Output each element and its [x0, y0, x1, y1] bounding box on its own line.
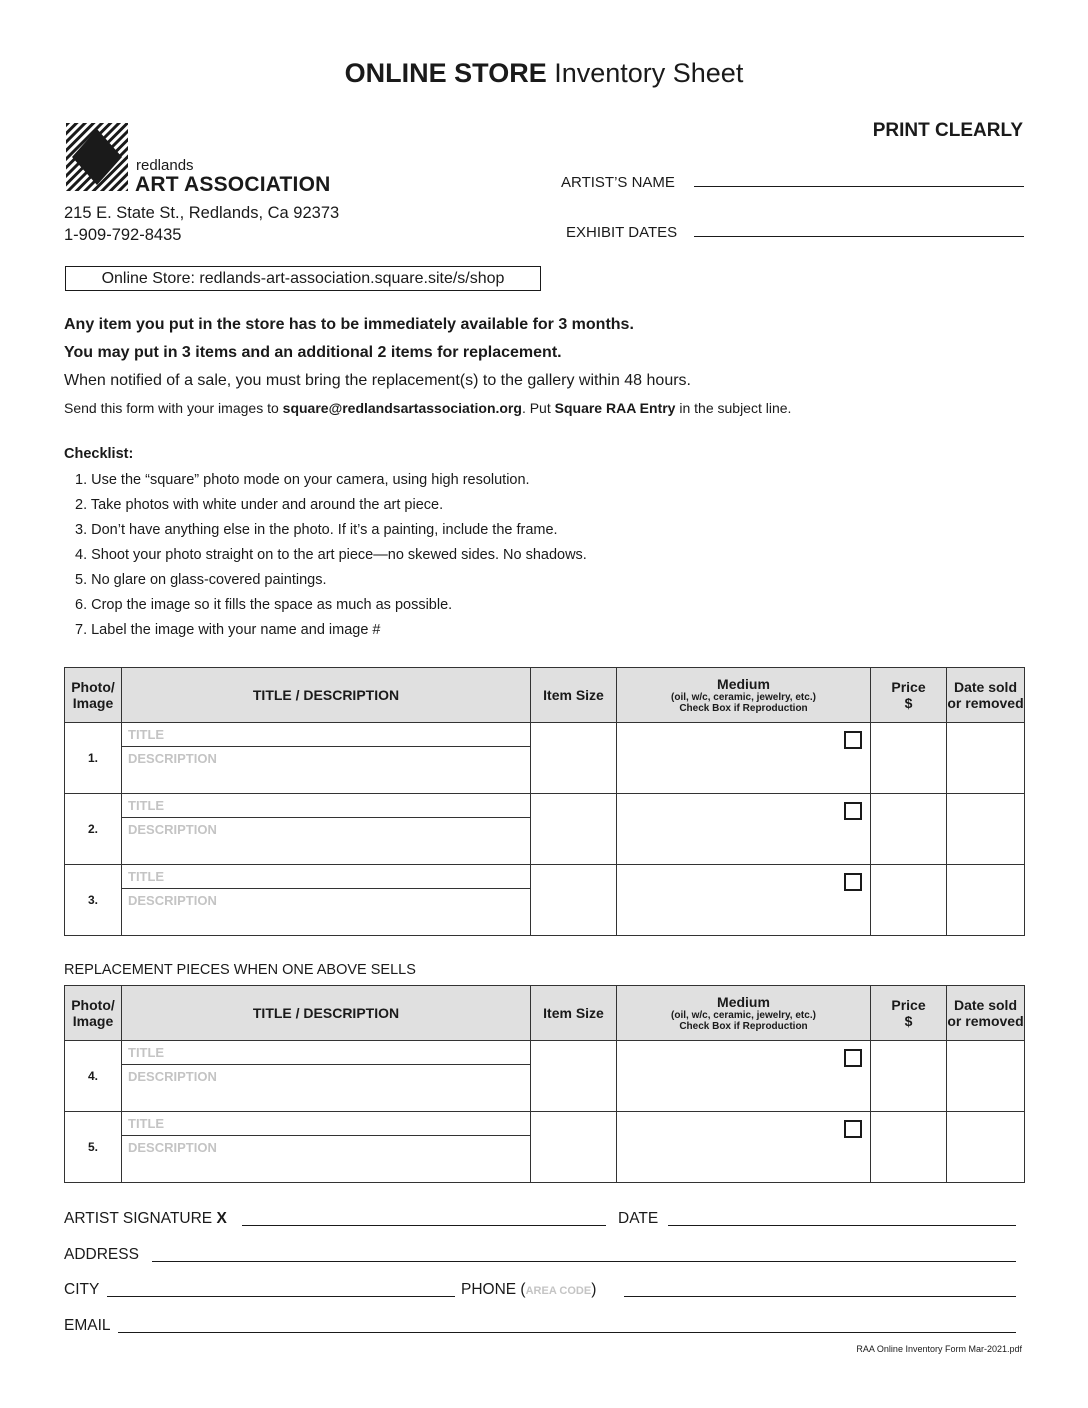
- page-title: ONLINE STORE Inventory Sheet: [344, 58, 744, 88]
- table-row: [65, 723, 1025, 794]
- header-photo: Photo/ Image: [65, 986, 122, 1041]
- row-number: 3.: [65, 865, 122, 936]
- header-medium: Medium (oil, w/c, ceramic, jewelry, etc.) Check Box if Reproduction: [617, 986, 871, 1041]
- address-line-1: 215 E. State St., Redlands, Ca 92373: [64, 204, 340, 222]
- signature-field[interactable]: [242, 1225, 606, 1226]
- inventory-table: [64, 667, 1025, 936]
- item-size-cell[interactable]: [531, 1041, 617, 1112]
- checklist-title: Checklist:: [64, 446, 134, 462]
- title-field[interactable]: TITLE: [122, 1112, 530, 1136]
- item-size-cell[interactable]: [531, 1112, 617, 1183]
- title-field[interactable]: TITLE: [122, 865, 530, 889]
- header-photo: Photo/ Image: [65, 668, 122, 723]
- checklist-item: 7. Label the image with your name and image #: [75, 622, 381, 638]
- email-field[interactable]: [118, 1332, 1016, 1333]
- table-header-row: [65, 986, 1025, 1041]
- row-number: 2.: [65, 794, 122, 865]
- email-label: EMAIL: [64, 1317, 111, 1334]
- city-label: CITY: [64, 1281, 100, 1298]
- table-header-row: [65, 668, 1025, 723]
- title-field[interactable]: TITLE: [122, 723, 530, 747]
- row-number: 1.: [65, 723, 122, 794]
- header-price: Price $: [871, 668, 947, 723]
- item-size-cell[interactable]: [531, 723, 617, 794]
- city-field[interactable]: [107, 1296, 455, 1297]
- address-field[interactable]: [152, 1261, 1016, 1262]
- medium-cell[interactable]: [617, 794, 871, 865]
- title-description-cell[interactable]: [122, 723, 531, 794]
- row-number: 5.: [65, 1112, 122, 1183]
- checklist-item: 2. Take photos with white under and around the art piece.: [75, 497, 444, 513]
- title-description-cell[interactable]: [122, 865, 531, 936]
- artist-name-field[interactable]: [694, 186, 1024, 187]
- header-medium: Medium (oil, w/c, ceramic, jewelry, etc.) Check Box if Reproduction: [617, 668, 871, 723]
- rule-1: Any item you put in the store has to be immediately available for 3 months.: [64, 316, 634, 333]
- date-label: DATE: [618, 1210, 659, 1227]
- price-cell[interactable]: [871, 865, 947, 936]
- date-sold-cell[interactable]: [947, 723, 1025, 794]
- rule-3: When notified of a sale, you must bring the replacement(s) to the gallery within 48 hours.: [64, 372, 691, 389]
- date-sold-cell[interactable]: [947, 865, 1025, 936]
- checklist-item: 3. Don’t have anything else in the photo. If it’s a painting, include the frame.: [75, 522, 558, 538]
- date-sold-cell[interactable]: [947, 794, 1025, 865]
- phone-field[interactable]: [624, 1296, 1016, 1297]
- checklist-item: 6. Crop the image so it fills the space as much as possible.: [75, 597, 453, 613]
- rule-2: You may put in 3 items and an additional 2 items for replacement.: [64, 344, 562, 361]
- date-sold-cell[interactable]: [947, 1112, 1025, 1183]
- date-field[interactable]: [668, 1225, 1016, 1226]
- price-cell[interactable]: [871, 1041, 947, 1112]
- phone-line: 1-909-792-8435: [64, 226, 182, 244]
- reproduction-checkbox[interactable]: [844, 1120, 862, 1138]
- table-row: [65, 865, 1025, 936]
- checklist-item: 4. Shoot your photo straight on to the art piece—no skewed sides. No shadows.: [75, 547, 587, 563]
- table-row: [65, 794, 1025, 865]
- send-instructions: Send this form with your images to square@redlandsartassociation.org. Put Square RAA Entry in the subject line.: [64, 400, 792, 416]
- item-size-cell[interactable]: [531, 865, 617, 936]
- header-item-size: Item Size: [531, 668, 617, 723]
- title-field[interactable]: TITLE: [122, 794, 530, 818]
- price-cell[interactable]: [871, 794, 947, 865]
- logo-text-small: redlands: [136, 157, 194, 174]
- header-item-size: Item Size: [531, 986, 617, 1041]
- header-date-sold: Date sold or removed: [947, 986, 1025, 1041]
- row-number: 4.: [65, 1041, 122, 1112]
- medium-cell[interactable]: [617, 1041, 871, 1112]
- address-label: ADDRESS: [64, 1246, 139, 1263]
- replacement-table: [64, 985, 1025, 1183]
- title-description-cell[interactable]: [122, 794, 531, 865]
- online-store-link: Online Store: redlands-art-association.square.site/s/shop: [65, 266, 541, 291]
- title-description-cell[interactable]: [122, 1112, 531, 1183]
- signature-label: ARTIST SIGNATURE X: [64, 1210, 227, 1227]
- exhibit-dates-label: EXHIBIT DATES: [566, 224, 678, 241]
- title-field[interactable]: TITLE: [122, 1041, 530, 1065]
- header-date-sold: Date sold or removed: [947, 668, 1025, 723]
- reproduction-checkbox[interactable]: [844, 873, 862, 891]
- medium-cell[interactable]: [617, 1112, 871, 1183]
- table-row: [65, 1112, 1025, 1183]
- title-description-cell[interactable]: [122, 1041, 531, 1112]
- header-title-description: TITLE / DESCRIPTION: [122, 668, 531, 723]
- date-sold-cell[interactable]: [947, 1041, 1025, 1112]
- table-row: [65, 1041, 1025, 1112]
- logo-icon: [66, 123, 128, 191]
- header-title-description: TITLE / DESCRIPTION: [122, 986, 531, 1041]
- description-field[interactable]: DESCRIPTION: [128, 1069, 217, 1084]
- checklist-item: 5. No glare on glass-covered paintings.: [75, 572, 327, 588]
- reproduction-checkbox[interactable]: [844, 802, 862, 820]
- price-cell[interactable]: [871, 723, 947, 794]
- medium-cell[interactable]: [617, 723, 871, 794]
- exhibit-dates-field[interactable]: [694, 236, 1024, 237]
- medium-cell[interactable]: [617, 865, 871, 936]
- price-cell[interactable]: [871, 1112, 947, 1183]
- description-field[interactable]: DESCRIPTION: [128, 822, 217, 837]
- reproduction-checkbox[interactable]: [844, 1049, 862, 1067]
- description-field[interactable]: DESCRIPTION: [128, 1140, 217, 1155]
- artist-name-label: ARTIST’S NAME: [561, 174, 675, 191]
- item-size-cell[interactable]: [531, 794, 617, 865]
- replacement-title: REPLACEMENT PIECES WHEN ONE ABOVE SELLS: [64, 962, 416, 978]
- description-field[interactable]: DESCRIPTION: [128, 751, 217, 766]
- area-code-hint: AREA CODE: [525, 1285, 592, 1297]
- description-field[interactable]: DESCRIPTION: [128, 893, 217, 908]
- logo-text-big: ART ASSOCIATION: [135, 173, 331, 196]
- checklist-item: 1. Use the “square” photo mode on your camera, using high resolution.: [75, 472, 530, 488]
- phone-label: PHONE (AREA CODE): [461, 1281, 597, 1298]
- reproduction-checkbox[interactable]: [844, 731, 862, 749]
- header-price: Price $: [871, 986, 947, 1041]
- print-clearly-note: PRINT CLEARLY: [872, 120, 1023, 141]
- footer-filename: RAA Online Inventory Form Mar-2021.pdf: [856, 1344, 1022, 1354]
